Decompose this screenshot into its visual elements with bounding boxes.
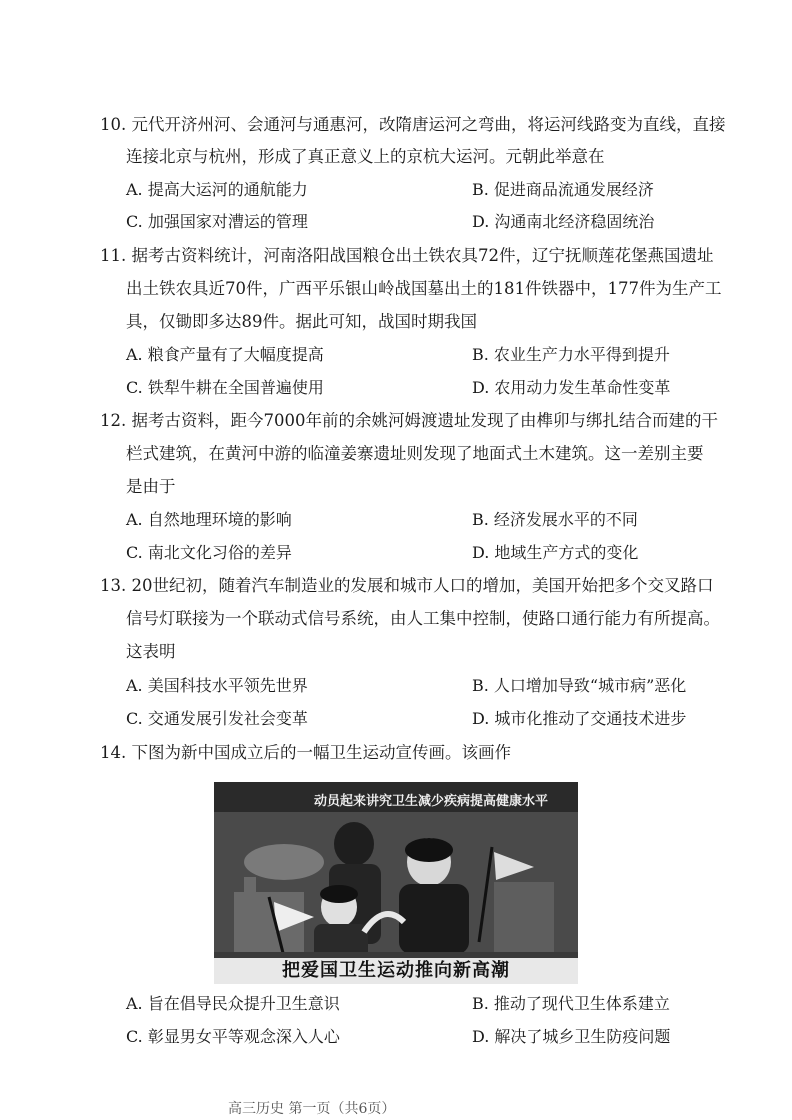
- q12-option-b: B. 经济发展水平的不同: [472, 510, 638, 529]
- q10-stem-line-2: 连接北京与杭州，形成了真正意义上的京杭大运河。元朝此举意在: [126, 147, 605, 166]
- q13-stem-line-1: 13. 20世纪初，随着汽车制造业的发展和城市人口的增加，美国开始把多个交叉路口: [100, 576, 714, 595]
- q12-option-a: A. 自然地理环境的影响: [126, 510, 292, 529]
- q10-option-d: D. 沟通南北经济稳固统治: [472, 212, 655, 231]
- q11-option-a: A. 粮食产量有了大幅度提高: [126, 345, 324, 364]
- q10-option-a: A. 提高大运河的通航能力: [126, 180, 308, 199]
- q11-stem-line-1: 11. 据考古资料统计，河南洛阳战国粮仓出土铁农具72件，辽宁抚顺莲花堡燕国遗址: [100, 246, 714, 265]
- q10-option-b: B. 促进商品流通发展经济: [472, 180, 654, 199]
- q13-option-b: B. 人口增加导致“城市病”恶化: [472, 676, 687, 695]
- q10-stem-line-1: 10. 元代开济州河、会通河与通惠河，改隋唐运河之弯曲，将运河线路变为直线，直接: [100, 115, 726, 134]
- poster-top-slogan: 动员起来讲究卫生减少疾病提高健康水平: [314, 794, 549, 809]
- q13-stem-line-2: 信号灯联接为一个联动式信号系统，由人工集中控制，使路口通行能力有所提高。: [126, 609, 720, 628]
- q11-stem-line-3: 具，仅锄即多达89件。据此可知，战国时期我国: [126, 312, 477, 331]
- q11-option-b: B. 农业生产力水平得到提升: [472, 345, 670, 364]
- q13-option-c: C. 交通发展引发社会变革: [126, 709, 308, 728]
- q10-option-c: C. 加强国家对漕运的管理: [126, 212, 308, 231]
- poster-illustration: [214, 782, 578, 984]
- q14-option-a: A. 旨在倡导民众提升卫生意识: [126, 994, 340, 1013]
- q14-stem-line-1: 14. 下图为新中国成立后的一幅卫生运动宣传画。该画作: [100, 743, 511, 762]
- health-campaign-poster: [214, 782, 578, 984]
- q14-option-d: D. 解决了城乡卫生防疫问题: [472, 1027, 671, 1046]
- q14-option-c: C. 彰显男女平等观念深入人心: [126, 1027, 340, 1046]
- poster-bottom-slogan: 把爱国卫生运动推向新高潮: [214, 958, 578, 984]
- q11-option-c: C. 铁犁牛耕在全国普遍使用: [126, 378, 324, 397]
- q11-option-d: D. 农用动力发生革命性变革: [472, 378, 671, 397]
- q12-stem-line-1: 12. 据考古资料，距今7000年前的余姚河姆渡遗址发现了由榫卯与绑扎结合而建的干: [100, 411, 718, 430]
- q12-option-d: D. 地域生产方式的变化: [472, 543, 639, 562]
- q13-option-d: D. 城市化推动了交通技术进步: [472, 709, 687, 728]
- q13-option-a: A. 美国科技水平领先世界: [126, 676, 308, 695]
- q14-option-b: B. 推动了现代卫生体系建立: [472, 994, 670, 1013]
- q13-stem-line-3: 这表明: [126, 642, 176, 661]
- q12-stem-line-2: 栏式建筑，在黄河中游的临潼姜寨遗址则发现了地面式土木建筑。这一差别主要: [126, 444, 704, 463]
- q12-option-c: C. 南北文化习俗的差异: [126, 543, 292, 562]
- page-footer: 高三历史 第一页（共6页）: [228, 1101, 396, 1117]
- q11-stem-line-2: 出土铁农具近70件，广西平乐银山岭战国墓出土的181件铁器中，177件为生产工: [126, 279, 722, 298]
- q12-stem-line-3: 是由于: [126, 477, 176, 496]
